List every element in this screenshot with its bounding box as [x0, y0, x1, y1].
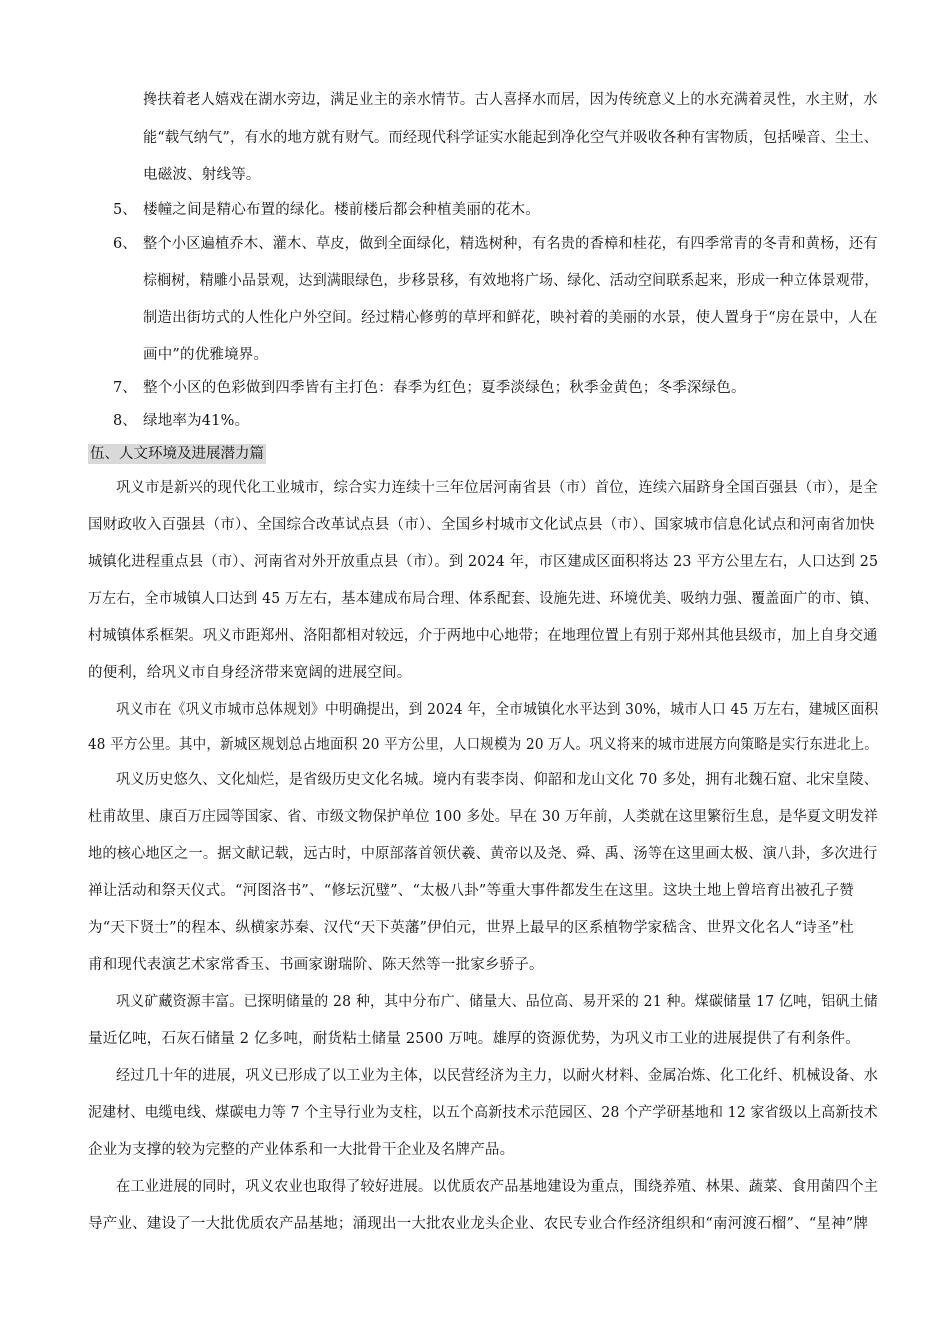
list-item-6-line-4: 画中”的优雅境界。: [143, 347, 269, 363]
paragraph-1-line-2: 国财政收入百强县（市）、全国综合改革试点县（市）、全国乡村城市文化试点县（市）、国家城市信息化试点和河南省加快: [88, 517, 875, 533]
paragraph-6-line-1: 在工业进展的同时，巩义农业也取得了较好进展。以优质农产品基地建设为重点，围绕养殖、林果、蔬菜、食用菌四个主: [116, 1179, 879, 1195]
paragraph-3-line-1: 巩义历史悠久、文化灿烂，是省级历史文化名城。境内有裴李岗、仰韶和龙山文化 70 多处，拥有北魏石窟、北宋皇陵、: [116, 772, 879, 788]
list-number-8: 8、: [113, 413, 137, 429]
item4-line-1: 搀扶着老人嬉戏在湖水旁边，满足业主的亲水情节。古人喜择水而居，因为传统意义上的水充满着灵性，水主财，水: [143, 92, 878, 108]
list-item-6-line-2: 棕榈树，精雕小品景观，达到满眼绿色，步移景移，有效地将广场、绿化、活动空间联系起来，形成一种立体景观带，: [143, 273, 879, 289]
list-item-8-line-1: 绿地率为41%。: [143, 413, 250, 429]
paragraph-1-line-3: 城镇化进程重点县（市）、河南省对外开放重点县（市）。到 2024 年，市区建成区面积将达 23 平方公里左右，人口达到 25: [88, 554, 879, 570]
list-number-5: 5、: [113, 202, 137, 218]
paragraph-2-line-2: 48 平方公里。其中，新城区规划总占地面积 20 平方公里，人口规模为 20 万人。巩义将来的城市进展方向策略是实行东进北上。: [88, 737, 878, 753]
list-item-6-line-1: 整个小区遍植乔木、灌木、草皮，做到全面绿化，精选树种，有名贵的香樟和桂花，有四季常青的冬青和黄杨，还有: [143, 236, 878, 252]
paragraph-4-line-1: 巩义矿藏资源丰富。已探明储量的 28 种，其中分布广、储量大、品位高、易开采的 21 种。煤碳储量 17 亿吨，铝矾土储: [116, 994, 878, 1010]
paragraph-1-line-1: 巩义市是新兴的现代化工业城市，综合实力连续十三年位居河南省县（市）首位，连续六届跻身全国百强县（市），是全: [116, 480, 878, 496]
paragraph-3-line-4: 禅让活动和祭天仪式。“河图洛书”、“修坛沉璧”、“太极八卦”等重大事件都发生在这里。这块土地上曾培育出被孔子赞: [88, 883, 854, 899]
list-number-7: 7、: [113, 380, 137, 396]
paragraph-2-line-1: 巩义市在《巩义市城市总体规划》中明确提出，到 2024 年，全市城镇化水平达到 30%，城市人口 45 万左右，建城区面积: [116, 702, 879, 718]
list-item-5-line-1: 楼幢之间是精心布置的绿化。楼前楼后都会种植美丽的花木。: [143, 202, 540, 218]
paragraph-1-line-5: 村城镇体系框架。巩义市距郑州、洛阳都相对较远，介于两地中心地带；在地理位置上有别于郑州其他县级市，加上自身交通: [88, 628, 878, 644]
paragraph-3-line-6: 甫和现代表演艺术家常香玉、书画家谢瑞阶、陈天然等一批家乡骄子。: [88, 957, 544, 973]
paragraph-3-line-3: 地的核心地区之一。据文献记载，远古时，中原部落首领伏羲、黄帝以及尧、舜、禹、汤等在这里画太极、演八卦，多次进行: [88, 846, 878, 862]
list-number-6: 6、: [113, 236, 137, 252]
paragraph-6-line-2: 导产业、建设了一大批优质农产品基地；涌现出一大批农业龙头企业、农民专业合作经济组织和“南河渡石榴”、“星神”牌: [88, 1216, 869, 1232]
list-item-7-line-1: 整个小区的色彩做到四季皆有主打色：春季为红色；夏季淡绿色；秋季金黄色；冬季深绿色。: [143, 380, 746, 396]
item4-line-3: 电磁波、射线等。: [143, 167, 261, 183]
section-heading: 伍、人文环境及进展潜力篇: [90, 446, 264, 462]
paragraph-4-line-2: 量近亿吨，石灰石储量 2 亿多吨，耐货粘土储量 2500 万吨。雄厚的资源优势，为巩义市工业的进展提供了有利条件。: [88, 1031, 860, 1047]
paragraph-1-line-6: 的便利，给巩义市自身经济带来宽阔的进展空间。: [88, 665, 412, 681]
paragraph-3-line-2: 杜甫故里、康百万庄园等国家、省、市级文物保护单位 100 多处。早在 30 万年前，人类就在这里繁衍生息，是华夏文明发祥: [88, 809, 879, 825]
paragraph-5-line-2: 泥建材、电缆电线、煤碳电力等 7 个主导行业为支柱，以五个高新技术示范园区、28 个产学研基地和 12 家省级以上高新技术: [88, 1105, 878, 1121]
paragraph-3-line-5: 为“天下贤士”的程本、纵横家苏秦、汉代“天下英藩”伊伯元，世界上最早的区系植物学家嵇含、世界文化名人“诗圣”杜: [88, 920, 854, 936]
paragraph-5-line-3: 企业为支撑的较为完整的产业体系和一大批骨干企业及名牌产品。: [88, 1142, 515, 1158]
item4-line-2: 能“载气纳气”，有水的地方就有财气。而经现代科学证实水能起到净化空气并吸收各种有害物质，包括噪音、尘土、: [143, 130, 879, 146]
paragraph-1-line-4: 万左右，全市城镇人口达到 45 万左右，基本建成布局合理、体系配套、设施先进、环境优美、吸纳力强、覆盖面广的市、镇、: [88, 591, 879, 607]
paragraph-5-line-1: 经过几十年的进展，巩义已形成了以工业为主体，以民营经济为主力，以耐火材料、金属冶炼、化工化纤、机械设备、水: [116, 1068, 879, 1084]
list-item-6-line-3: 制造出街坊式的人性化户外空间。经过精心修剪的草坪和鲜花，映衬着的美丽的水景，使人置身于“房在景中，人在: [143, 310, 878, 326]
